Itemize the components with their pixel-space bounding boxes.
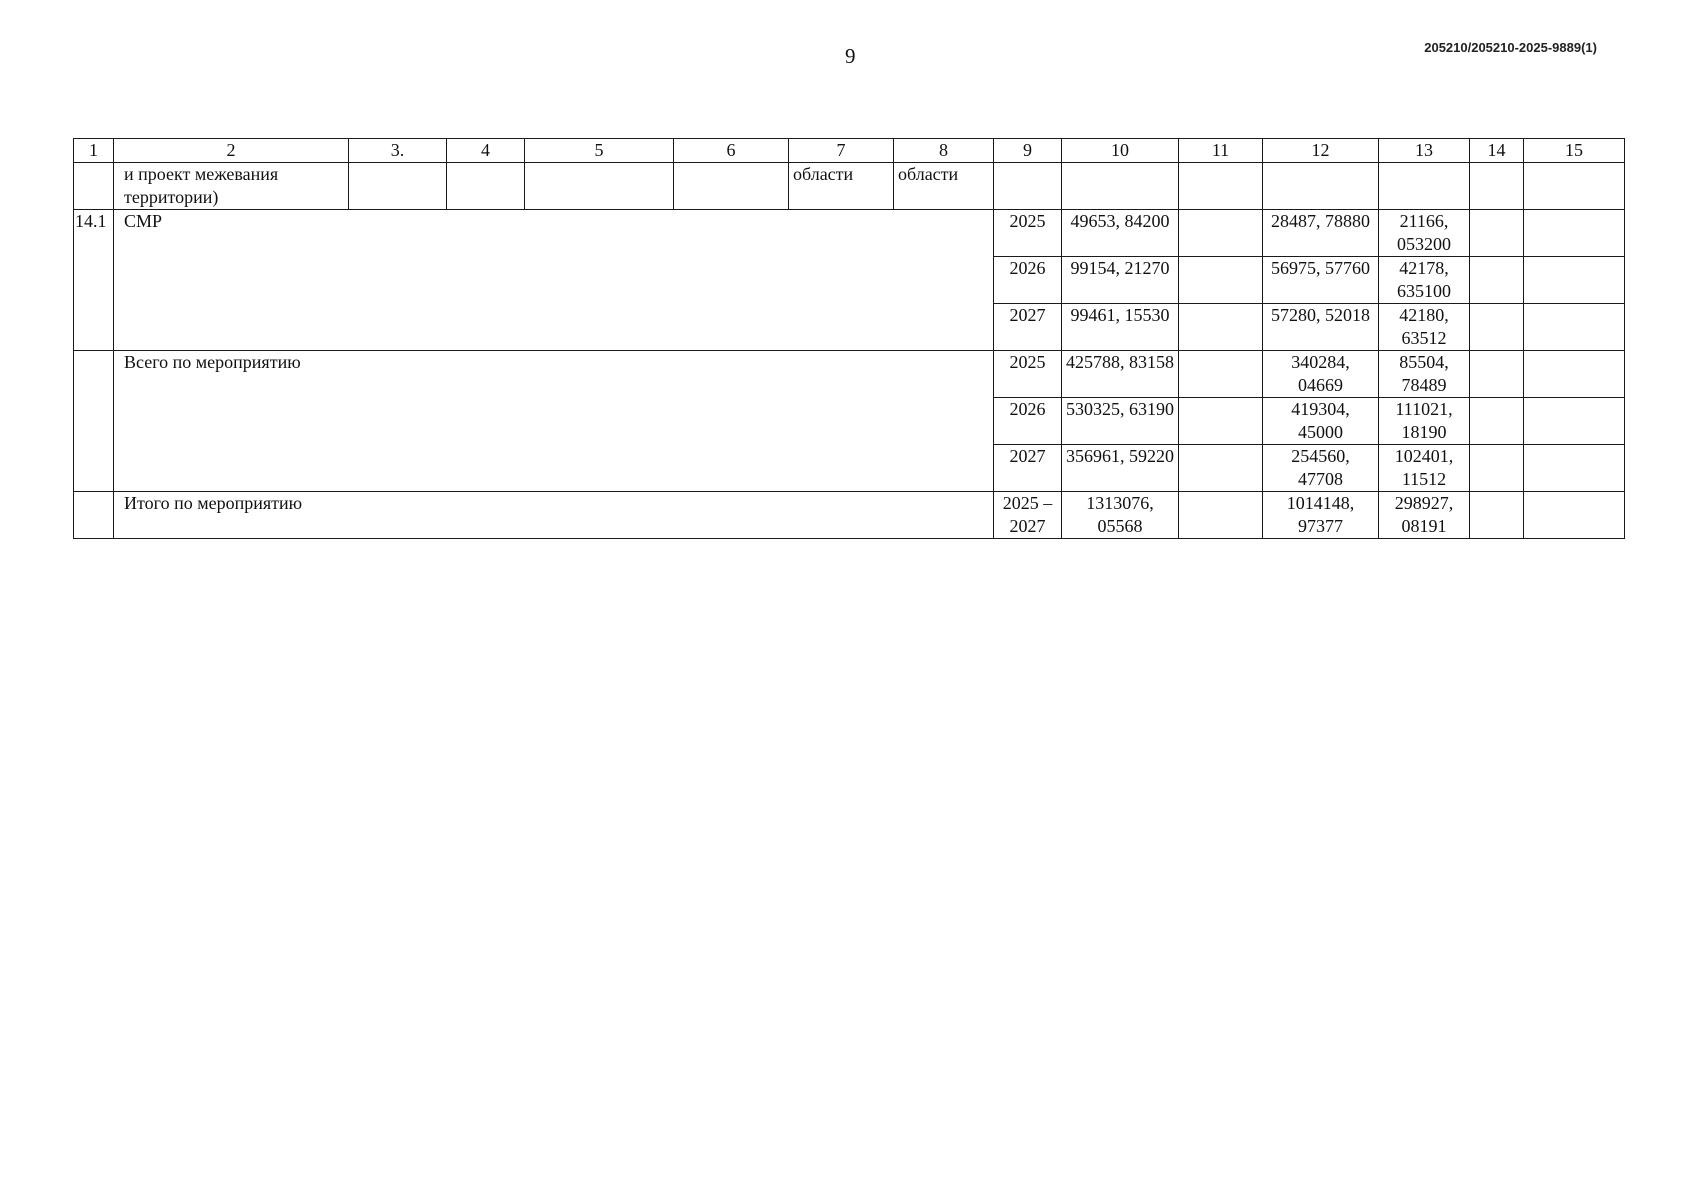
table-cell: 99154, 21270: [1062, 257, 1179, 304]
table-cell: 254560, 47708: [1263, 445, 1379, 492]
table-cell: 56975, 57760: [1263, 257, 1379, 304]
table-cell: [1179, 398, 1263, 445]
table-cell: 419304, 45000: [1263, 398, 1379, 445]
table-cell: 99461, 15530: [1062, 304, 1179, 351]
table-cell: 2027: [994, 304, 1062, 351]
table-cell: 42178, 635100: [1379, 257, 1470, 304]
table-cell: 340284, 04669: [1263, 351, 1379, 398]
table-cell: 1313076, 05568: [1062, 492, 1179, 539]
table-cell: [74, 351, 114, 492]
table-cell: [74, 492, 114, 539]
table-cell: [1179, 210, 1263, 257]
table-cell: [74, 163, 114, 210]
table-cell: [1179, 304, 1263, 351]
table-cell: СМР: [114, 210, 994, 351]
table-cell: 28487, 78880: [1263, 210, 1379, 257]
table-cell: 530325, 63190: [1062, 398, 1179, 445]
table-cell: [1470, 398, 1524, 445]
table-cell: [1470, 445, 1524, 492]
table-cell: [1524, 351, 1625, 398]
table-cell: [674, 163, 789, 210]
column-header: 10: [1062, 139, 1179, 163]
table-row: [74, 492, 1625, 539]
table-cell: 102401, 11512: [1379, 445, 1470, 492]
table-cell: [1470, 304, 1524, 351]
column-header: 8: [894, 139, 994, 163]
table-cell: 57280, 52018: [1263, 304, 1379, 351]
column-number-row: [74, 139, 1625, 163]
table-cell: 21166, 053200: [1379, 210, 1470, 257]
table-cell: [1524, 445, 1625, 492]
table-cell: [525, 163, 674, 210]
column-header: 13: [1379, 139, 1470, 163]
table-cell: 1014148, 97377: [1263, 492, 1379, 539]
table-row: [74, 210, 1625, 257]
column-header: 2: [114, 139, 349, 163]
table-cell: [1524, 492, 1625, 539]
column-header: 5: [525, 139, 674, 163]
table-cell: [1524, 304, 1625, 351]
table-cell: 111021, 18190: [1379, 398, 1470, 445]
table-cell: 42180, 63512: [1379, 304, 1470, 351]
table-cell: 2025 – 2027: [994, 492, 1062, 539]
table-cell: [1179, 257, 1263, 304]
table-cell: [1263, 163, 1379, 210]
table-cell: [349, 163, 447, 210]
table-row: [74, 351, 1625, 398]
page-number: 9: [845, 44, 856, 68]
table-cell: Всего по мероприятию: [114, 351, 994, 492]
column-header: 3.: [349, 139, 447, 163]
table-cell: [1470, 257, 1524, 304]
table-cell: области: [894, 163, 994, 210]
table-cell: [1470, 492, 1524, 539]
table-cell: [994, 163, 1062, 210]
table-cell: области: [789, 163, 894, 210]
table-cell: 2026: [994, 257, 1062, 304]
column-header: 11: [1179, 139, 1263, 163]
budget-table: [73, 138, 1625, 539]
table-cell: 2025: [994, 351, 1062, 398]
table-cell: [1524, 163, 1625, 210]
table-cell: 2027: [994, 445, 1062, 492]
table-cell: 49653, 84200: [1062, 210, 1179, 257]
table-cell: [1470, 351, 1524, 398]
table-cell: и проект межевания территории): [114, 163, 349, 210]
continuation-row: [74, 163, 1625, 210]
table-cell: 356961, 59220: [1062, 445, 1179, 492]
table-cell: [1524, 398, 1625, 445]
document-id: 205210/205210-2025-9889(1): [1424, 40, 1597, 55]
table-cell: 2025: [994, 210, 1062, 257]
column-header: 12: [1263, 139, 1379, 163]
table-cell: Итого по мероприятию: [114, 492, 994, 539]
column-header: 4: [447, 139, 525, 163]
table-cell: [1470, 210, 1524, 257]
table-cell: [447, 163, 525, 210]
table-cell: [1062, 163, 1179, 210]
table-cell: 2026: [994, 398, 1062, 445]
table-cell: [1179, 492, 1263, 539]
table-cell: [1379, 163, 1470, 210]
table-cell: 85504, 78489: [1379, 351, 1470, 398]
table-cell: [1470, 163, 1524, 210]
column-header: 14: [1470, 139, 1524, 163]
column-header: 7: [789, 139, 894, 163]
column-header: 6: [674, 139, 789, 163]
table-cell: 298927, 08191: [1379, 492, 1470, 539]
table-cell: [1179, 351, 1263, 398]
column-header: 15: [1524, 139, 1625, 163]
table-cell: [1524, 210, 1625, 257]
column-header: 9: [994, 139, 1062, 163]
table-cell: [1179, 445, 1263, 492]
table-cell: 425788, 83158: [1062, 351, 1179, 398]
table-cell: [1524, 257, 1625, 304]
column-header: 1: [74, 139, 114, 163]
table-cell: 14.1: [74, 210, 114, 351]
table-cell: [1179, 163, 1263, 210]
